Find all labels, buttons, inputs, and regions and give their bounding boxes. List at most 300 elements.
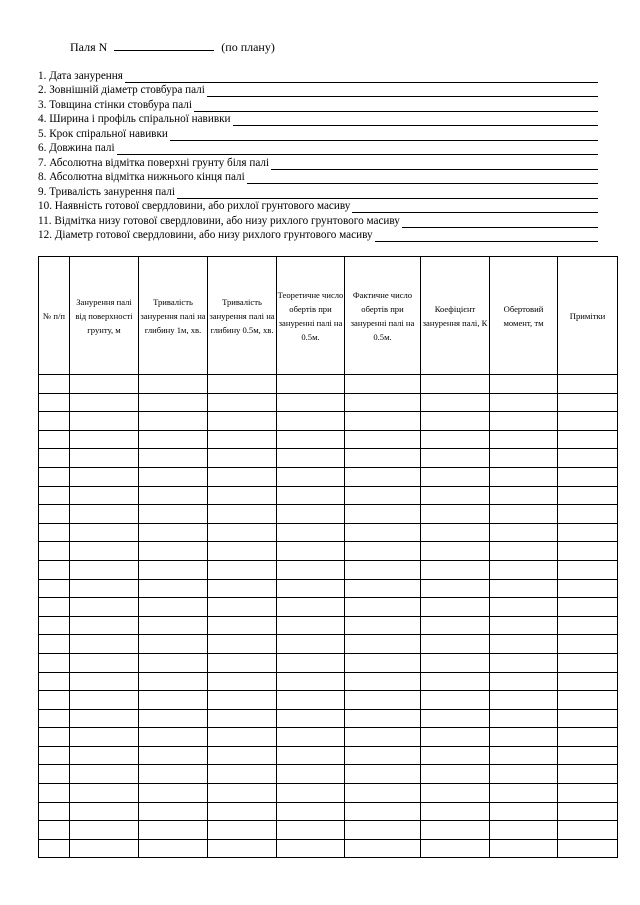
table-cell[interactable] bbox=[70, 709, 139, 728]
field-row bbox=[38, 199, 598, 214]
field-row bbox=[38, 141, 598, 156]
table-cell[interactable] bbox=[39, 542, 70, 561]
table-row bbox=[39, 728, 618, 747]
field-input-line[interactable] bbox=[125, 72, 598, 83]
field-input-line[interactable] bbox=[194, 101, 598, 112]
table-cell[interactable] bbox=[345, 486, 421, 505]
field-input-line[interactable] bbox=[117, 144, 598, 155]
table-cell[interactable] bbox=[208, 430, 277, 449]
table-cell[interactable] bbox=[277, 691, 345, 710]
table-cell[interactable] bbox=[70, 784, 139, 803]
table-cell[interactable] bbox=[277, 821, 345, 840]
table-cell[interactable] bbox=[345, 784, 421, 803]
table-cell[interactable] bbox=[70, 728, 139, 747]
table-cell[interactable] bbox=[39, 672, 70, 691]
field-input-line[interactable] bbox=[375, 231, 598, 242]
table-header-row bbox=[39, 257, 618, 375]
table-cell[interactable] bbox=[421, 691, 490, 710]
table-cell[interactable] bbox=[421, 523, 490, 542]
table-cell[interactable] bbox=[421, 542, 490, 561]
table-row bbox=[39, 821, 618, 840]
table-row bbox=[39, 653, 618, 672]
table-cell[interactable] bbox=[139, 412, 208, 431]
field-label: 9. Тривалість занурення палі bbox=[38, 185, 176, 198]
table-cell[interactable] bbox=[139, 467, 208, 486]
field-label: 7. Абсолютна відмітка поверхні грунту біля палі bbox=[38, 156, 270, 169]
table-cell[interactable] bbox=[490, 542, 558, 561]
table-cell[interactable] bbox=[277, 784, 345, 803]
table-cell[interactable] bbox=[139, 691, 208, 710]
table-cell[interactable] bbox=[39, 430, 70, 449]
field-label: 1. Дата занурення bbox=[38, 69, 123, 82]
table-row bbox=[39, 598, 618, 617]
table-cell[interactable] bbox=[421, 449, 490, 468]
table-cell[interactable] bbox=[70, 412, 139, 431]
table-cell[interactable] bbox=[421, 375, 490, 394]
table-cell[interactable] bbox=[39, 523, 70, 542]
table-cell[interactable] bbox=[39, 579, 70, 598]
table-cell[interactable] bbox=[558, 467, 618, 486]
table-cell[interactable] bbox=[277, 746, 345, 765]
table-row bbox=[39, 691, 618, 710]
field-row bbox=[38, 228, 598, 243]
table-cell[interactable] bbox=[208, 709, 277, 728]
table-cell[interactable] bbox=[490, 765, 558, 784]
table-row bbox=[39, 616, 618, 635]
table-cell[interactable] bbox=[70, 598, 139, 617]
table-cell[interactable] bbox=[558, 523, 618, 542]
table-cell[interactable] bbox=[345, 746, 421, 765]
field-input-line[interactable] bbox=[207, 86, 598, 97]
table-cell[interactable] bbox=[208, 467, 277, 486]
table-cell[interactable] bbox=[277, 635, 345, 654]
table-row bbox=[39, 467, 618, 486]
field-input-line[interactable] bbox=[247, 173, 598, 184]
table-cell[interactable] bbox=[208, 449, 277, 468]
table-cell[interactable] bbox=[421, 784, 490, 803]
table-cell[interactable] bbox=[558, 635, 618, 654]
table-cell[interactable] bbox=[421, 746, 490, 765]
table-cell[interactable] bbox=[208, 728, 277, 747]
table-cell[interactable] bbox=[39, 467, 70, 486]
table-cell[interactable] bbox=[139, 579, 208, 598]
table-cell[interactable] bbox=[345, 598, 421, 617]
table-cell[interactable] bbox=[39, 449, 70, 468]
table-cell[interactable] bbox=[558, 784, 618, 803]
table-cell[interactable] bbox=[345, 449, 421, 468]
table-cell[interactable] bbox=[70, 635, 139, 654]
table-cell[interactable] bbox=[345, 653, 421, 672]
table-cell[interactable] bbox=[70, 505, 139, 524]
table-cell[interactable] bbox=[277, 430, 345, 449]
field-input-line[interactable] bbox=[170, 130, 598, 141]
table-cell[interactable] bbox=[558, 542, 618, 561]
table-cell[interactable] bbox=[70, 467, 139, 486]
table-cell[interactable] bbox=[558, 486, 618, 505]
table-cell[interactable] bbox=[558, 691, 618, 710]
table-cell[interactable] bbox=[70, 523, 139, 542]
table-cell[interactable] bbox=[70, 430, 139, 449]
table-cell[interactable] bbox=[39, 784, 70, 803]
table-cell[interactable] bbox=[70, 579, 139, 598]
table-cell[interactable] bbox=[208, 412, 277, 431]
table-cell[interactable] bbox=[490, 449, 558, 468]
table-cell[interactable] bbox=[490, 728, 558, 747]
table-cell[interactable] bbox=[345, 691, 421, 710]
table-cell[interactable] bbox=[70, 560, 139, 579]
table-cell[interactable] bbox=[208, 523, 277, 542]
table-cell[interactable] bbox=[421, 486, 490, 505]
table-row bbox=[39, 542, 618, 561]
table-cell[interactable] bbox=[345, 709, 421, 728]
table-cell[interactable] bbox=[490, 839, 558, 858]
table-cell[interactable] bbox=[421, 653, 490, 672]
table-cell[interactable] bbox=[277, 486, 345, 505]
table-cell[interactable] bbox=[558, 449, 618, 468]
table-cell[interactable] bbox=[139, 746, 208, 765]
table-cell[interactable] bbox=[558, 746, 618, 765]
table-cell[interactable] bbox=[558, 765, 618, 784]
table-cell[interactable] bbox=[558, 672, 618, 691]
table-cell[interactable] bbox=[558, 709, 618, 728]
table-cell[interactable] bbox=[490, 486, 558, 505]
table-cell[interactable] bbox=[490, 412, 558, 431]
table-cell[interactable] bbox=[208, 691, 277, 710]
table-cell[interactable] bbox=[277, 672, 345, 691]
table-cell[interactable] bbox=[345, 542, 421, 561]
table-cell[interactable] bbox=[208, 579, 277, 598]
table-cell[interactable] bbox=[421, 412, 490, 431]
column-header: Примітки bbox=[558, 257, 618, 375]
table-cell[interactable] bbox=[70, 653, 139, 672]
table-row bbox=[39, 430, 618, 449]
table-cell[interactable] bbox=[421, 839, 490, 858]
pile-fields-list bbox=[38, 68, 598, 242]
table-cell[interactable] bbox=[208, 598, 277, 617]
table-cell[interactable] bbox=[139, 728, 208, 747]
table-cell[interactable] bbox=[558, 728, 618, 747]
table-cell[interactable] bbox=[345, 579, 421, 598]
table-cell[interactable] bbox=[70, 691, 139, 710]
table-cell[interactable] bbox=[558, 653, 618, 672]
table-cell[interactable] bbox=[39, 746, 70, 765]
table-cell[interactable] bbox=[139, 375, 208, 394]
table-cell[interactable] bbox=[558, 821, 618, 840]
table-cell[interactable] bbox=[39, 393, 70, 412]
table-cell[interactable] bbox=[70, 393, 139, 412]
table-cell[interactable] bbox=[345, 839, 421, 858]
table-row bbox=[39, 412, 618, 431]
field-input-line[interactable] bbox=[233, 115, 598, 126]
field-row bbox=[38, 112, 598, 127]
table-cell[interactable] bbox=[39, 691, 70, 710]
table-cell[interactable] bbox=[70, 765, 139, 784]
table-cell[interactable] bbox=[421, 560, 490, 579]
table-cell[interactable] bbox=[490, 821, 558, 840]
table-cell[interactable] bbox=[345, 616, 421, 635]
table-cell[interactable] bbox=[421, 709, 490, 728]
table-cell[interactable] bbox=[490, 691, 558, 710]
table-cell[interactable] bbox=[208, 746, 277, 765]
table-cell[interactable] bbox=[421, 393, 490, 412]
table-row bbox=[39, 839, 618, 858]
table-cell[interactable] bbox=[490, 709, 558, 728]
table-cell[interactable] bbox=[345, 728, 421, 747]
table-cell[interactable] bbox=[208, 616, 277, 635]
table-cell[interactable] bbox=[558, 505, 618, 524]
table-cell[interactable] bbox=[39, 616, 70, 635]
table-cell[interactable] bbox=[70, 821, 139, 840]
table-cell[interactable] bbox=[490, 653, 558, 672]
table-cell[interactable] bbox=[421, 765, 490, 784]
table-cell[interactable] bbox=[277, 393, 345, 412]
table-cell[interactable] bbox=[39, 560, 70, 579]
table-cell[interactable] bbox=[39, 839, 70, 858]
table-cell[interactable] bbox=[277, 560, 345, 579]
table-cell[interactable] bbox=[208, 486, 277, 505]
table-cell[interactable] bbox=[208, 821, 277, 840]
table-cell[interactable] bbox=[345, 505, 421, 524]
table-cell[interactable] bbox=[39, 635, 70, 654]
table-cell[interactable] bbox=[70, 449, 139, 468]
table-cell[interactable] bbox=[70, 672, 139, 691]
table-cell[interactable] bbox=[421, 598, 490, 617]
table-cell[interactable] bbox=[208, 653, 277, 672]
table-cell[interactable] bbox=[558, 598, 618, 617]
table-cell[interactable] bbox=[421, 505, 490, 524]
table-cell[interactable] bbox=[558, 802, 618, 821]
table-cell[interactable] bbox=[345, 560, 421, 579]
table-cell[interactable] bbox=[277, 709, 345, 728]
table-cell[interactable] bbox=[421, 672, 490, 691]
table-cell[interactable] bbox=[345, 635, 421, 654]
table-cell[interactable] bbox=[345, 467, 421, 486]
table-cell[interactable] bbox=[277, 467, 345, 486]
table-cell[interactable] bbox=[139, 505, 208, 524]
column-header: Обертовий момент, тм bbox=[490, 257, 558, 375]
table-cell[interactable] bbox=[139, 449, 208, 468]
table-cell[interactable] bbox=[139, 542, 208, 561]
table-row bbox=[39, 375, 618, 394]
field-input-line[interactable] bbox=[271, 159, 598, 170]
column-header: № п/п bbox=[39, 257, 70, 375]
table-cell[interactable] bbox=[70, 542, 139, 561]
page-title bbox=[70, 39, 275, 55]
table-cell[interactable] bbox=[70, 746, 139, 765]
table-cell[interactable] bbox=[490, 430, 558, 449]
table-cell[interactable] bbox=[490, 616, 558, 635]
table-cell[interactable] bbox=[490, 579, 558, 598]
field-row bbox=[38, 68, 598, 83]
table-cell[interactable] bbox=[277, 728, 345, 747]
field-input-line[interactable] bbox=[177, 188, 598, 199]
table-cell[interactable] bbox=[558, 393, 618, 412]
table-cell[interactable] bbox=[208, 505, 277, 524]
table-row bbox=[39, 486, 618, 505]
table-cell[interactable] bbox=[139, 802, 208, 821]
table-cell[interactable] bbox=[70, 375, 139, 394]
field-row bbox=[38, 170, 598, 185]
table-cell[interactable] bbox=[421, 616, 490, 635]
table-cell[interactable] bbox=[39, 412, 70, 431]
table-cell[interactable] bbox=[558, 430, 618, 449]
table-row bbox=[39, 560, 618, 579]
table-cell[interactable] bbox=[39, 802, 70, 821]
table-cell[interactable] bbox=[70, 616, 139, 635]
table-cell[interactable] bbox=[208, 560, 277, 579]
table-cell[interactable] bbox=[208, 393, 277, 412]
table-cell[interactable] bbox=[490, 672, 558, 691]
table-cell[interactable] bbox=[490, 523, 558, 542]
table-cell[interactable] bbox=[490, 635, 558, 654]
table-cell[interactable] bbox=[421, 467, 490, 486]
table-cell[interactable] bbox=[139, 672, 208, 691]
field-label: 6. Довжина палі bbox=[38, 142, 115, 154]
field-row bbox=[38, 213, 598, 228]
table-cell[interactable] bbox=[345, 375, 421, 394]
table-row bbox=[39, 672, 618, 691]
field-row bbox=[38, 126, 598, 141]
table-cell[interactable] bbox=[277, 765, 345, 784]
table-cell[interactable] bbox=[208, 375, 277, 394]
table-cell[interactable] bbox=[345, 523, 421, 542]
table-cell[interactable] bbox=[277, 653, 345, 672]
table-cell[interactable] bbox=[208, 635, 277, 654]
column-header: Тривалість занурення палі на глибину 0.5м, хв. bbox=[208, 257, 277, 375]
table-cell[interactable] bbox=[139, 653, 208, 672]
table-cell[interactable] bbox=[490, 598, 558, 617]
table-cell[interactable] bbox=[490, 505, 558, 524]
table-cell[interactable] bbox=[345, 393, 421, 412]
table-cell[interactable] bbox=[39, 765, 70, 784]
table-cell[interactable] bbox=[139, 616, 208, 635]
table-cell[interactable] bbox=[558, 412, 618, 431]
table-cell[interactable] bbox=[558, 579, 618, 598]
table-cell[interactable] bbox=[139, 784, 208, 803]
table-cell[interactable] bbox=[277, 449, 345, 468]
field-input-line[interactable] bbox=[402, 217, 598, 228]
table-cell[interactable] bbox=[421, 579, 490, 598]
table-row bbox=[39, 393, 618, 412]
table-cell[interactable] bbox=[39, 486, 70, 505]
table-cell[interactable] bbox=[558, 375, 618, 394]
table-cell[interactable] bbox=[277, 542, 345, 561]
table-cell[interactable] bbox=[208, 839, 277, 858]
table-cell[interactable] bbox=[139, 765, 208, 784]
table-cell[interactable] bbox=[208, 542, 277, 561]
field-row bbox=[38, 155, 598, 170]
table-cell[interactable] bbox=[39, 653, 70, 672]
table-cell[interactable] bbox=[139, 393, 208, 412]
table-cell[interactable] bbox=[277, 598, 345, 617]
table-cell[interactable] bbox=[70, 486, 139, 505]
table-cell[interactable] bbox=[139, 486, 208, 505]
table-cell[interactable] bbox=[490, 467, 558, 486]
column-header: Коефіцієнт занурення палі, К bbox=[421, 257, 490, 375]
table-cell[interactable] bbox=[421, 430, 490, 449]
pile-log-table bbox=[38, 256, 618, 858]
table-cell[interactable] bbox=[277, 579, 345, 598]
table-cell[interactable] bbox=[345, 672, 421, 691]
table-cell[interactable] bbox=[277, 505, 345, 524]
table-cell[interactable] bbox=[208, 802, 277, 821]
table-row bbox=[39, 579, 618, 598]
table-cell[interactable] bbox=[558, 616, 618, 635]
table-cell[interactable] bbox=[490, 802, 558, 821]
table-row bbox=[39, 709, 618, 728]
table-cell[interactable] bbox=[139, 821, 208, 840]
table-cell[interactable] bbox=[208, 784, 277, 803]
field-label: 10. Наявність готової свердловини, або рихлої грунтового масиву bbox=[38, 200, 351, 212]
table-cell[interactable] bbox=[490, 375, 558, 394]
column-header: Фактичне число обертів при зануренні палі на 0.5м. bbox=[345, 257, 421, 375]
table-cell[interactable] bbox=[139, 709, 208, 728]
table-cell[interactable] bbox=[490, 784, 558, 803]
table-cell[interactable] bbox=[139, 598, 208, 617]
field-label: 12. Діаметр готової свердловини, або низу рихлого грунтового масиву bbox=[38, 229, 373, 241]
table-cell[interactable] bbox=[208, 765, 277, 784]
table-cell[interactable] bbox=[345, 412, 421, 431]
table-cell[interactable] bbox=[277, 839, 345, 858]
field-label: 11. Відмітка низу готової свердловини, або низу рихлого грунтового масиву bbox=[38, 214, 400, 227]
table-cell[interactable] bbox=[345, 821, 421, 840]
table-cell[interactable] bbox=[421, 635, 490, 654]
table-cell[interactable] bbox=[277, 616, 345, 635]
table-cell[interactable] bbox=[277, 802, 345, 821]
table-cell[interactable] bbox=[345, 802, 421, 821]
table-cell[interactable] bbox=[558, 839, 618, 858]
table-cell[interactable] bbox=[277, 523, 345, 542]
table-cell[interactable] bbox=[277, 375, 345, 394]
field-row bbox=[38, 184, 598, 199]
table-cell[interactable] bbox=[421, 802, 490, 821]
table-cell[interactable] bbox=[490, 560, 558, 579]
table-cell[interactable] bbox=[70, 802, 139, 821]
table-cell[interactable] bbox=[421, 821, 490, 840]
table-cell[interactable] bbox=[421, 728, 490, 747]
table-cell[interactable] bbox=[208, 672, 277, 691]
table-cell[interactable] bbox=[139, 523, 208, 542]
table-cell[interactable] bbox=[139, 430, 208, 449]
table-cell[interactable] bbox=[345, 430, 421, 449]
field-label: 5. Крок спіральної навивки bbox=[38, 127, 168, 140]
table-cell[interactable] bbox=[345, 765, 421, 784]
table-cell[interactable] bbox=[39, 709, 70, 728]
table-cell[interactable] bbox=[139, 839, 208, 858]
column-header: Теоретичне число обертів при зануренні палі на 0.5м. bbox=[277, 257, 345, 375]
table-cell[interactable] bbox=[39, 375, 70, 394]
table-cell[interactable] bbox=[490, 746, 558, 765]
table-cell[interactable] bbox=[39, 505, 70, 524]
field-label: 8. Абсолютна відмітка нижнього кінця палі bbox=[38, 171, 245, 183]
table-cell[interactable] bbox=[558, 560, 618, 579]
table-row bbox=[39, 765, 618, 784]
pile-number-field[interactable] bbox=[114, 39, 214, 51]
pile-number-prefix: Паля N bbox=[70, 40, 108, 54]
table-cell[interactable] bbox=[39, 598, 70, 617]
field-input-line[interactable] bbox=[352, 202, 598, 213]
table-cell[interactable] bbox=[70, 839, 139, 858]
table-cell[interactable] bbox=[39, 728, 70, 747]
table-cell[interactable] bbox=[139, 560, 208, 579]
table-cell[interactable] bbox=[490, 393, 558, 412]
table-cell[interactable] bbox=[39, 821, 70, 840]
table-cell[interactable] bbox=[277, 412, 345, 431]
table-body bbox=[39, 375, 618, 858]
table-row bbox=[39, 802, 618, 821]
table-row bbox=[39, 635, 618, 654]
table-cell[interactable] bbox=[139, 635, 208, 654]
